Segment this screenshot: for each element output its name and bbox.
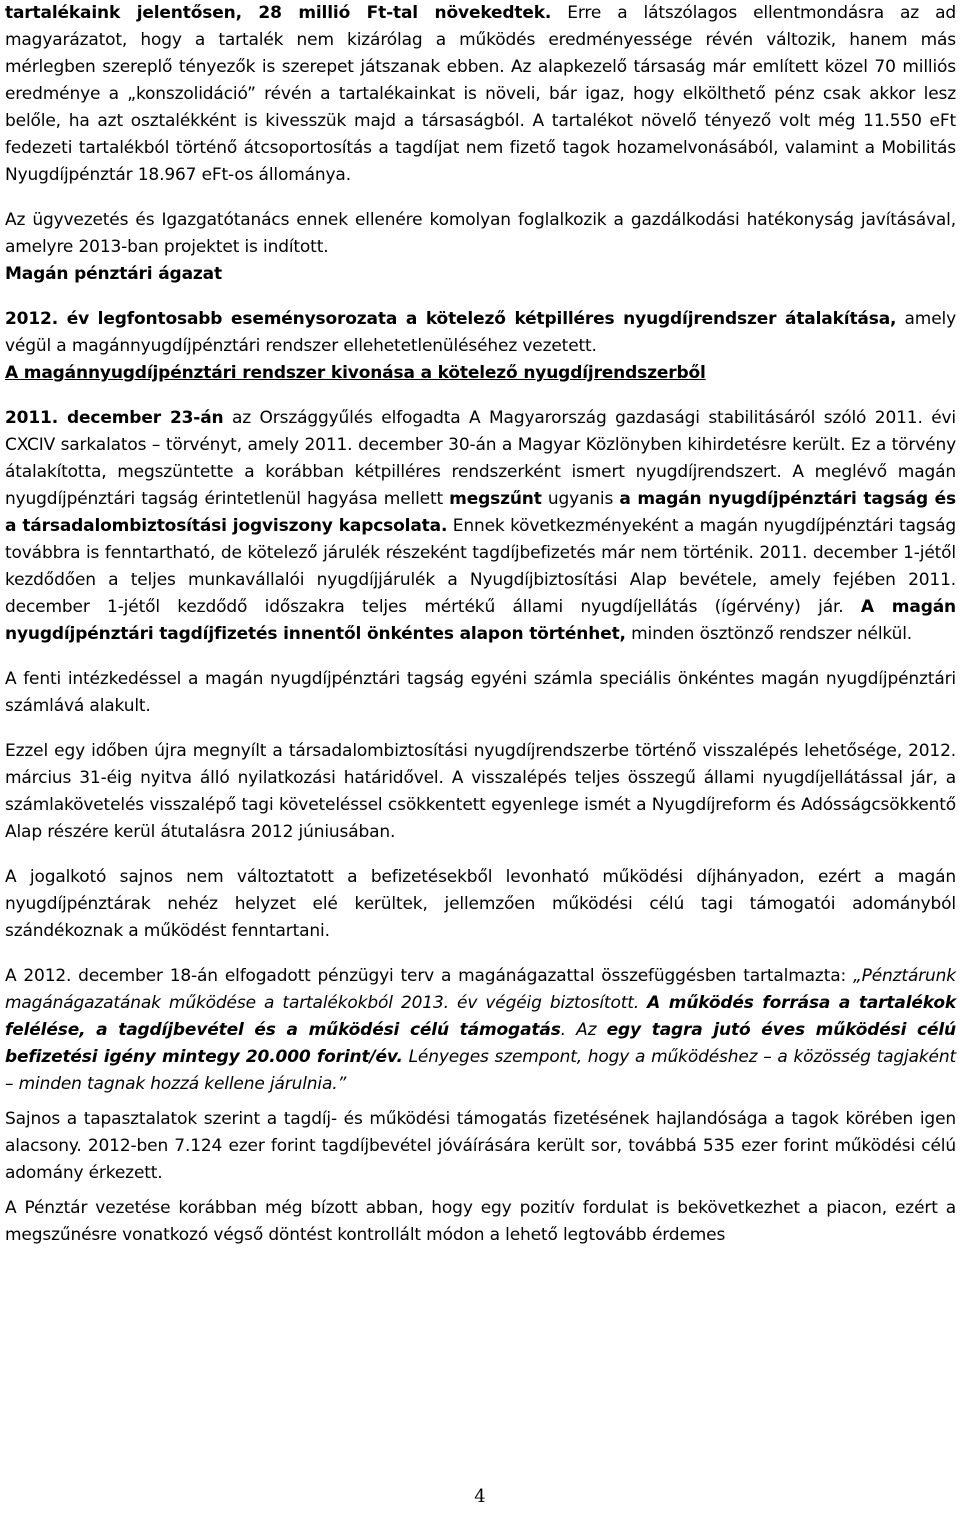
paragraph-legislator: A jogalkotó sajnos nem változtatott a befizetésekből levonható működési díjhányadon, ezért a magán nyugdíjpénztárak nehéz helyzet elé kerültek, jellemzően működési célú tagi támogatói adományból szándékoznak a működést fenntartani. [5,867,956,941]
paragraph-account-conversion: A fenti intézkedéssel a magán nyugdíjpénztári tagság egyéni számla speciális önkéntes magán nyugdíjpénztári számlává alakult. [5,669,956,716]
document-page [5,0,956,1249]
paragraph-2012-events: 2012. év legfontosabb eseménysorozata a kötelező kétpilléres nyugdíjrendszer átalakítása, amely végül a magánnyugdíjpénztári rendszer ellehetetlenüléséhez vezetett. [5,309,956,356]
paragraph-return-option: Ezzel egy időben újra megnyílt a társadalombiztosítási nyugdíjrendszerbe történő visszalépés lehetősége, 2012. március 31-éig nyitva álló nyilatkozási határidővel. A visszalépés teljes összegű állami nyugdíjellátással jár, a számlakövetelés visszalépő tagi követeléssel csökkentett egyenlege ismét a Nyugdíjreform és Adósságcsökkentő Alap részére kerül átutalásra 2012 júniusában. [5,741,956,842]
paragraph-management: Az ügyvezetés és Igazgatótanács ennek ellenére komolyan foglalkozik a gazdálkodási hatékonyság javításával, amelyre 2013-ban projektet is indított. [5,210,956,257]
bold-reserves-growth: tartalékaink jelentősen, 28 millió Ft-tal növekedtek. [5,3,552,23]
paragraph-reserves: tartalékaink jelentősen, 28 millió Ft-tal növekedtek. Erre a látszólagos ellentmondásra az ad magyarázatot, hogy a tartalék nem kizárólag a működés eredményessége révén változik, hanem más mérlegben szereplő tényezők is szerepet játszanak ebben. Az alapkezelő társaság már említett közel 70 milliós eredménye a „konszolidáció” révén a tartalékainkat is növeli, bár igaz, hogy elkölthető pénz csak akkor lesz belőle, ha azt osztalékként is kivesszük majd a társaságból. A tartalékot növelő tényező volt még 11.550 eFt fedezeti tartalékból történő átcsoportosítás a tagdíjat nem fizető tagok hozamelvonásából, valamint a Mobilitás Nyugdíjpénztár 18.967 eFt-os állománya. [5,3,956,185]
paragraph-financial-plan: A 2012. december 18-án elfogadott pénzügyi terv a magánágazattal összefüggésben tartalmazta: „Pénztárunk magánágazatának működése a tartalékokból 2013. év végéig biztosított. A működés forrása a tartalékok felélése, a tagdíjbevétel és a működési célú támogatás. Az egy tagra jutó éves működési célú befizetési igény mintegy 20.000 forint/év. Lényeges szempont, hogy a működéshez – a közösség tagjaként – minden tagnak hozzá kellene járulnia.” [5,966,957,1094]
section-heading-private-fund: Magán pénztári ágazat [5,264,222,284]
paragraph-law-2011: 2011. december 23-án az Országgyűlés elfogadta A Magyarország gazdasági stabilitásáról szóló 2011. évi CXCIV sarkalatos – törvényt, amely 2011. december 30-án a Magyar Közlönyben kihirdetésre került. Ez a törvény átalakította, megszüntette a korábban kétpilléres rendszerként ismert nyugdíjrendszert. A meglévő magán nyugdíjpénztári tagság érintetlenül hagyása mellett megszűnt ugyanis a magán nyugdíjpénztári tagság és a társadalombiztosítási jogviszony kapcsolata. Ennek következményeként a magán nyugdíjpénztári tagság továbbra is fenntartható, de kötelező járulék részeként tagdíjbefizetés már nem történik. 2011. december 1-jétől kezdődően a teljes munkavállalói nyugdíjjárulék a Nyugdíjbiztosítási Alap bevétele, amely fejében 2011. december 1-jétől kezdődő időszakra teljes mértékű állami nyugdíjellátás (ígérvény) jár. A magán nyugdíjpénztári tagdíjfizetés innentől önkéntes alapon történhet, minden ösztönző rendszer nélkül. [5,408,957,644]
paragraph-fund-management: A Pénztár vezetése korábban még bízott abban, hogy egy pozitív fordulat is bekövetkezhet a piacon, ezért a megszűnésre vonatkozó végső döntést kontrollált módon a lehető legtovább érdemes [5,1198,956,1245]
paragraph-experience: Sajnos a tapasztalatok szerint a tagdíj- és működési támogatás fizetésének hajlandósága a tagok körében igen alacsony. 2012-ben 7.124 ezer forint tagdíjbevétel jóváírására került sor, továbbá 535 ezer forint működési célú adomány érkezett. [5,1109,956,1183]
subsection-heading-withdrawal: A magánnyugdíjpénztári rendszer kivonása a kötelező nyugdíjrendszerből [5,363,706,383]
page-number: 4 [474,1486,486,1507]
